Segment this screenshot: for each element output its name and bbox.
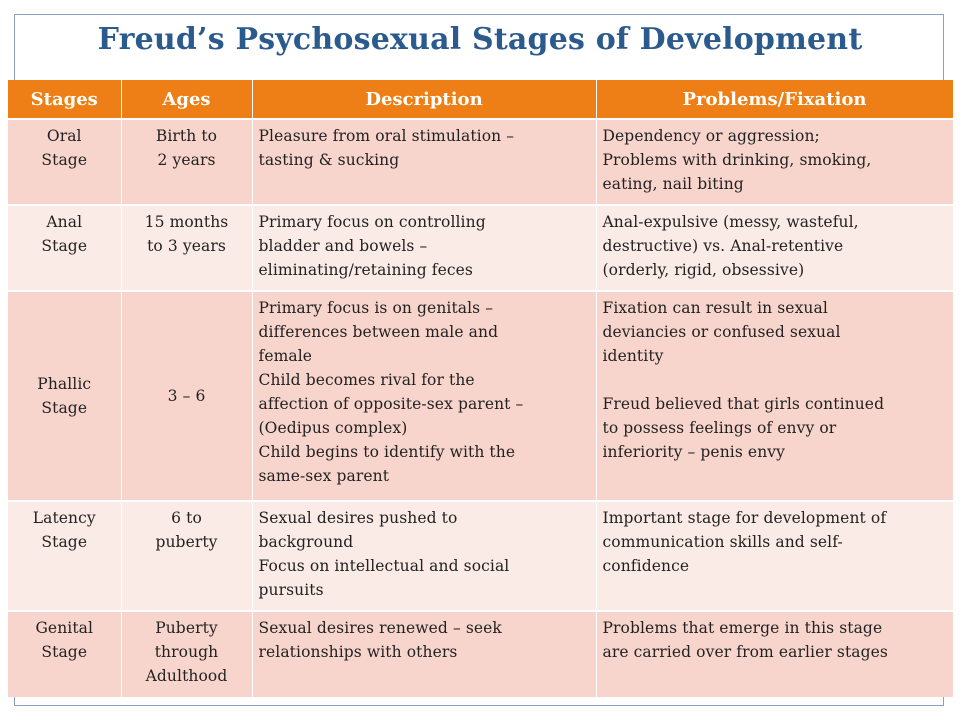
stage-cell — [8, 501, 121, 611]
problems-line: Freud believed that girls continued — [602, 395, 885, 413]
stage-name: Stage — [41, 643, 88, 661]
problems-line: Important stage for development of — [602, 509, 887, 527]
problems-line: Dependency or aggression; — [602, 127, 820, 145]
table-row-oral — [8, 119, 953, 205]
description-line: tasting & sucking — [258, 151, 400, 169]
problems-line: Problems that emerge in this stage — [602, 619, 883, 637]
description-line: relationships with others — [258, 643, 458, 661]
problems-line: are carried over from earlier stages — [602, 643, 888, 661]
problems-line: eating, nail biting — [602, 175, 744, 193]
description-line: background — [258, 533, 354, 551]
slide-title: Freud’s Psychosexual Stages of Development — [97, 22, 863, 57]
ages-cell — [121, 291, 252, 501]
ages-cell — [121, 611, 252, 697]
description-line: affection of opposite-sex parent – — [258, 395, 524, 413]
problems-line: identity — [602, 347, 664, 365]
problems-line: confidence — [602, 557, 690, 575]
problems-line: inferiority – penis envy — [602, 443, 785, 461]
header-problems: Problems/Fixation — [596, 80, 953, 119]
stage-name: Stage — [41, 399, 88, 417]
table-row-anal — [8, 205, 953, 291]
ages-text: 3 – 6 — [167, 387, 206, 405]
problems-line: to possess feelings of envy or — [602, 419, 837, 437]
description-line: Child becomes rival for the — [258, 371, 475, 389]
table-header-row — [8, 80, 953, 119]
ages-cell — [121, 119, 252, 205]
paragraph-gap — [603, 368, 947, 392]
ages-text: to 3 years — [147, 237, 226, 255]
problems-cell — [596, 119, 953, 205]
ages-cell — [121, 501, 252, 611]
stage-cell — [8, 119, 121, 205]
stage-name: Latency — [32, 509, 96, 527]
header-ages: Ages — [121, 80, 252, 119]
problems-line: Anal-expulsive (messy, wasteful, — [602, 213, 859, 231]
problems-cell — [596, 291, 953, 501]
description-line: female — [258, 347, 313, 365]
problems-line: (orderly, rigid, obsessive) — [602, 261, 805, 279]
problems-line: deviancies or confused sexual — [602, 323, 841, 341]
problems-cell — [596, 611, 953, 697]
stage-cell — [8, 291, 121, 501]
ages-text: 6 to — [171, 509, 202, 527]
table-row-latency — [8, 501, 953, 611]
ages-text: Birth to — [155, 127, 218, 145]
ages-text: 15 months — [144, 213, 229, 231]
ages-text: through — [154, 643, 219, 661]
stages-table — [8, 80, 954, 697]
description-cell — [252, 291, 596, 501]
description-cell — [252, 611, 596, 697]
description-line: bladder and bowels – — [258, 237, 428, 255]
problems-line: communication skills and self- — [602, 533, 843, 551]
problems-cell — [596, 205, 953, 291]
description-line: Sexual desires renewed – seek — [258, 619, 502, 637]
problems-cell — [596, 501, 953, 611]
stage-name: Oral — [46, 127, 82, 145]
stage-cell — [8, 205, 121, 291]
description-line: Focus on intellectual and social — [258, 557, 510, 575]
description-line: Sexual desires pushed to — [258, 509, 458, 527]
description-line: pursuits — [258, 581, 324, 599]
stage-name: Stage — [41, 533, 88, 551]
header-description: Description — [252, 80, 596, 119]
description-line: Child begins to identify with the — [258, 443, 516, 461]
ages-cell — [121, 205, 252, 291]
ages-text: 2 years — [157, 151, 216, 169]
problems-line: destructive) vs. Anal-retentive — [602, 237, 844, 255]
description-line: eliminating/retaining feces — [258, 261, 473, 279]
stage-name: Stage — [41, 237, 88, 255]
table-row-phallic — [8, 291, 953, 501]
ages-text: Adulthood — [145, 667, 228, 685]
description-line: same-sex parent — [258, 467, 390, 485]
table-row-genital — [8, 611, 953, 697]
header-stages: Stages — [8, 80, 121, 119]
description-line: (Oedipus complex) — [258, 419, 408, 437]
stage-name: Stage — [41, 151, 88, 169]
description-cell — [252, 205, 596, 291]
description-cell — [252, 501, 596, 611]
stage-name: Phallic — [37, 375, 92, 393]
description-cell — [252, 119, 596, 205]
stage-name: Anal — [46, 213, 83, 231]
ages-text: puberty — [155, 533, 218, 551]
description-line: Primary focus is on genitals – — [258, 299, 494, 317]
problems-line: Fixation can result in sexual — [602, 299, 828, 317]
description-line: Primary focus on controlling — [258, 213, 486, 231]
stage-name: Genital — [35, 619, 94, 637]
description-line: differences between male and — [258, 323, 499, 341]
description-line: Pleasure from oral stimulation – — [258, 127, 515, 145]
problems-line: Problems with drinking, smoking, — [602, 151, 872, 169]
ages-text: Puberty — [155, 619, 218, 637]
stage-cell — [8, 611, 121, 697]
